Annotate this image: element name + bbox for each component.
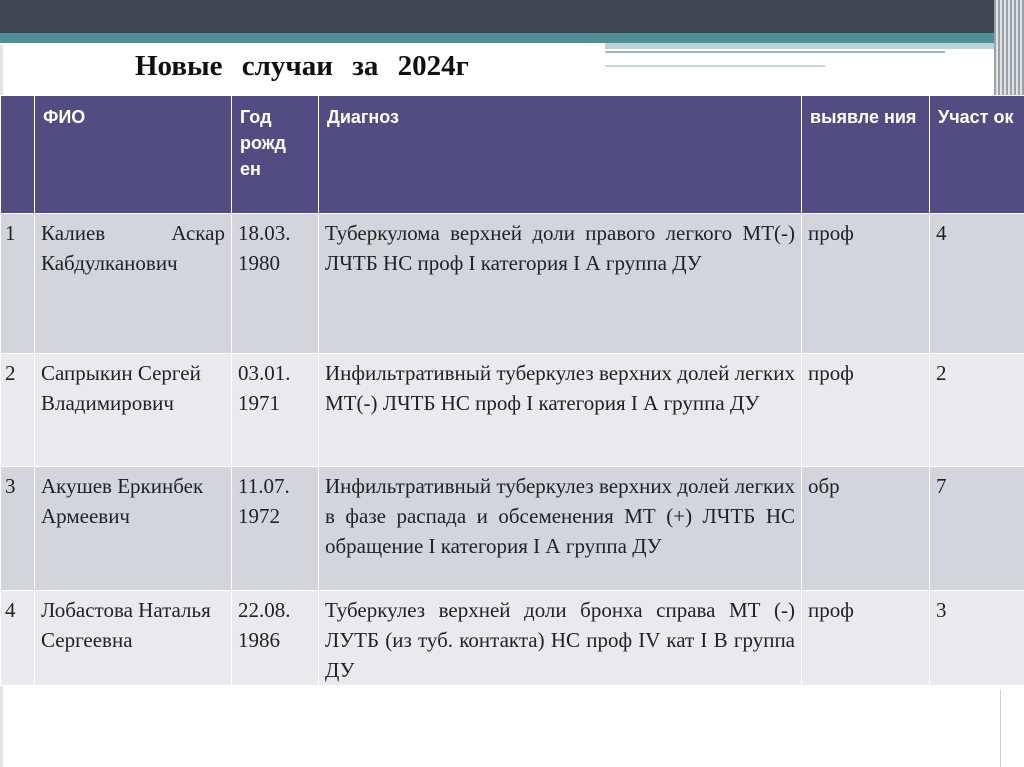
header-bar-dark bbox=[0, 0, 1024, 33]
cell-num: 4 bbox=[1, 591, 35, 686]
cell-diagnosis: Инфильтративный туберкулез верхних долей легких МТ(-) ЛЧТБ НС проф I категория I А группа ДУ bbox=[319, 354, 802, 467]
cell-detection: обр bbox=[802, 467, 930, 591]
table-row bbox=[1, 214, 1024, 354]
cell-year: 11.07. 1972 bbox=[232, 467, 319, 591]
cell-detection: проф bbox=[802, 214, 930, 354]
cell-district: 4 bbox=[930, 214, 1024, 354]
cell-district: 3 bbox=[930, 591, 1024, 686]
header-bar-teal bbox=[0, 33, 1024, 43]
decor-line bbox=[1000, 690, 1001, 767]
cell-year: 03.01. 1971 bbox=[232, 354, 319, 467]
cell-fio: Акушев Еркинбек Армеевич bbox=[35, 467, 232, 591]
slide-title: Новые случаи за 2024г bbox=[135, 50, 469, 82]
table-row bbox=[1, 467, 1024, 591]
decor-line bbox=[605, 65, 825, 67]
header-diagnosis: Диагноз bbox=[319, 96, 802, 214]
cell-diagnosis: Туберкулома верхней доли правого легкого МТ(-) ЛЧТБ НС проф I категория I А группа ДУ bbox=[319, 214, 802, 354]
header-district: Участ ок bbox=[930, 96, 1024, 214]
cases-table bbox=[0, 95, 1024, 686]
cell-num: 1 bbox=[1, 214, 35, 354]
cell-num: 2 bbox=[1, 354, 35, 467]
cell-year: 22.08. 1986 bbox=[232, 591, 319, 686]
header-bar-light bbox=[605, 43, 1024, 49]
cell-year: 18.03. 1980 bbox=[232, 214, 319, 354]
cell-diagnosis: Туберкулез верхней доли бронха справа МТ (-) ЛУТБ (из туб. контакта) НС проф IV кат I В группа ДУ bbox=[319, 591, 802, 686]
header-detection: выявле ния bbox=[802, 96, 930, 214]
cell-fio: Лобастова Наталья Сергеевна bbox=[35, 591, 232, 686]
header-fio: ФИО bbox=[35, 96, 232, 214]
cell-diagnosis: Инфильтративный туберкулез верхних долей легких в фазе распада и обсеменения МТ (+) ЛЧТБ НС обращение I категория I А группа ДУ bbox=[319, 467, 802, 591]
cell-detection: проф bbox=[802, 591, 930, 686]
cell-fio: Сапрыкин Сергей Владимирович bbox=[35, 354, 232, 467]
table-row bbox=[1, 354, 1024, 467]
header-year: Год рожд ен bbox=[232, 96, 319, 214]
cell-num: 3 bbox=[1, 467, 35, 591]
cell-district: 7 bbox=[930, 467, 1024, 591]
cell-detection: проф bbox=[802, 354, 930, 467]
decor-stripes bbox=[994, 0, 1024, 95]
table-header-row bbox=[1, 96, 1024, 214]
header-num bbox=[1, 96, 35, 214]
table-row bbox=[1, 591, 1024, 686]
decor-line bbox=[605, 51, 945, 53]
cell-district: 2 bbox=[930, 354, 1024, 467]
cell-fio: Калиев Аскар Кабдулканович bbox=[35, 214, 232, 354]
